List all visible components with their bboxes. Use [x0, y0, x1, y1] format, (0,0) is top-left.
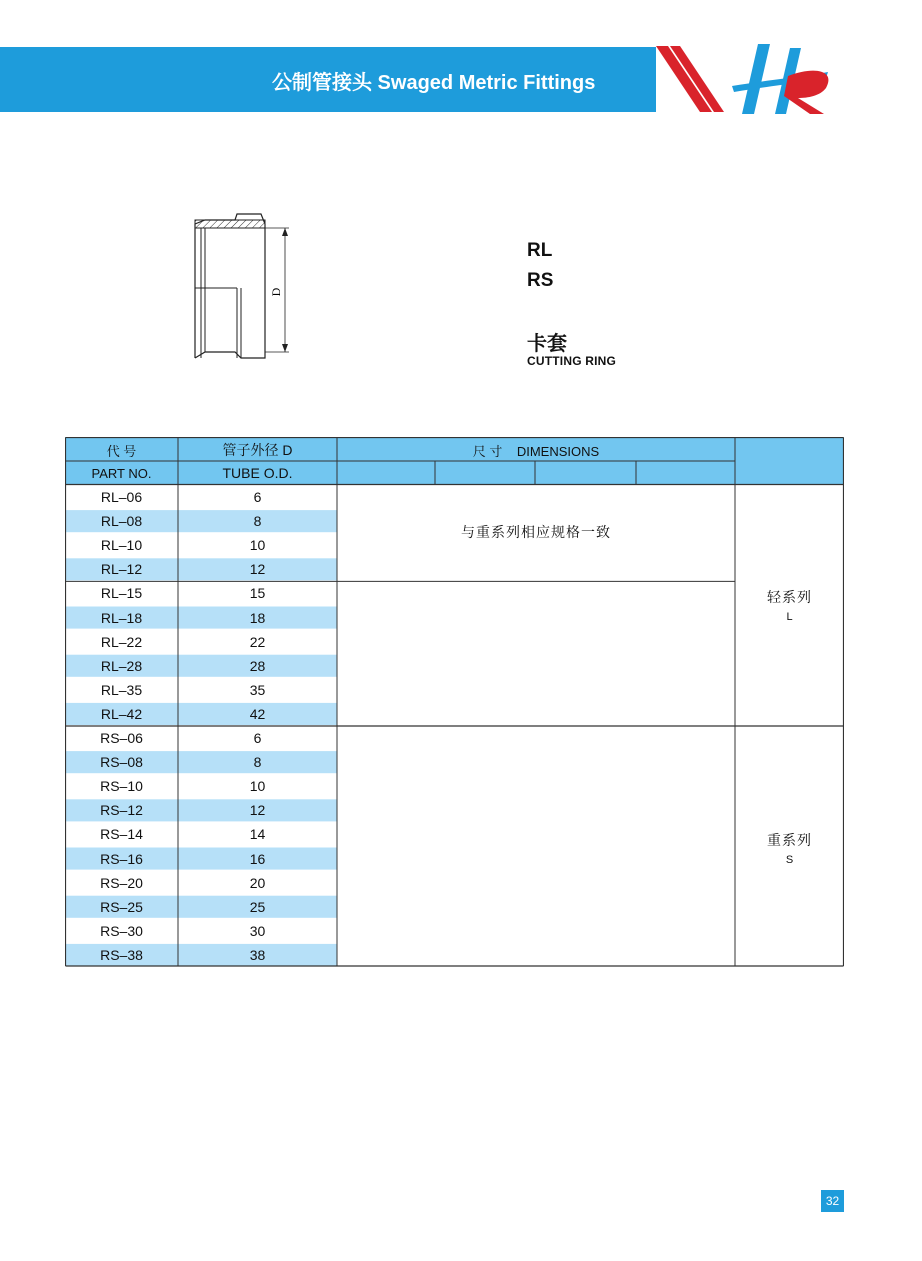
same-as-heavy-note: 与重系列相应规格一致 [461, 524, 611, 540]
tube-od-cell: 8 [253, 754, 262, 771]
part-number-cell: RL–42 [100, 705, 143, 722]
tube-od-cell: 28 [249, 657, 266, 674]
part-number-cell: RS–25 [100, 898, 143, 915]
part-number-cell: RL–12 [100, 561, 143, 578]
part-number-cell: RS–08 [100, 754, 143, 771]
tube-od-cell: 38 [249, 946, 266, 963]
part-number-cell: RS–30 [100, 922, 143, 939]
dimension-label: D [269, 287, 283, 297]
part-number-cell: RL–28 [100, 657, 143, 674]
product-name-cn: 卡套 [527, 333, 567, 355]
header-part-en: PART NO. [91, 465, 152, 481]
tube-od-cell: 10 [249, 778, 266, 795]
part-number-cell: RS–38 [100, 946, 143, 963]
page-number: 32 [821, 1190, 844, 1212]
tube-od-cell: 42 [249, 705, 266, 722]
product-code-rs: RS [527, 270, 554, 291]
series-light [735, 587, 844, 623]
tube-od-cell: 12 [249, 561, 266, 578]
header-tube-cn: 管子外径 D [222, 442, 293, 458]
part-number-cell: RS–14 [100, 826, 143, 843]
tube-od-cell: 25 [249, 898, 266, 915]
part-number-cell: RS–06 [100, 730, 143, 747]
part-number-cell: RL–15 [100, 585, 143, 602]
tube-od-cell: 18 [249, 609, 266, 626]
part-number-cell: RL–22 [100, 633, 143, 650]
part-number-cell: RS–20 [100, 874, 143, 891]
series-heavy-en: S [785, 854, 794, 866]
header-dimensions: 尺 寸 DIMENSIONS [472, 443, 600, 459]
part-number-cell: RS–16 [100, 850, 143, 867]
tube-od-cell: 14 [249, 826, 266, 843]
part-number-cell: RS–12 [100, 802, 143, 819]
tube-od-cell: 22 [249, 633, 266, 650]
part-number-cell: RL–18 [100, 609, 143, 626]
header-tube-en: TUBE O.D. [222, 465, 293, 481]
tube-od-cell: 16 [249, 850, 266, 867]
tube-od-cell: 12 [249, 802, 266, 819]
tube-od-cell: 10 [249, 537, 266, 554]
tube-od-cell: 6 [253, 489, 262, 506]
part-number-cell: RL–10 [100, 537, 143, 554]
part-number-cell: RL–06 [100, 489, 143, 506]
header-part-cn: 代 号 [106, 443, 137, 459]
cutting-ring-drawing [185, 210, 305, 370]
dimensions-table [65, 437, 844, 967]
tube-od-cell: 6 [253, 730, 262, 747]
page-title: 公制管接头 Swaged Metric Fittings [272, 72, 596, 94]
product-code-rl: RL [527, 240, 553, 261]
part-number-cell: RS–10 [100, 778, 143, 795]
series-heavy-cn: 重系列 [767, 832, 812, 848]
tube-od-cell: 20 [249, 874, 266, 891]
tube-od-cell: 8 [253, 513, 262, 530]
series-light-cn: 轻系列 [767, 589, 812, 605]
series-heavy [735, 830, 844, 866]
part-number-cell: RL–35 [100, 681, 143, 698]
part-number-cell: RL–08 [100, 513, 143, 530]
product-name-en: CUTTING RING [527, 354, 617, 368]
tube-od-cell: 15 [249, 585, 266, 602]
hr-logo [650, 40, 840, 120]
tube-od-cell: 35 [249, 681, 266, 698]
series-light-en: L [786, 611, 793, 623]
tube-od-cell: 30 [249, 922, 266, 939]
